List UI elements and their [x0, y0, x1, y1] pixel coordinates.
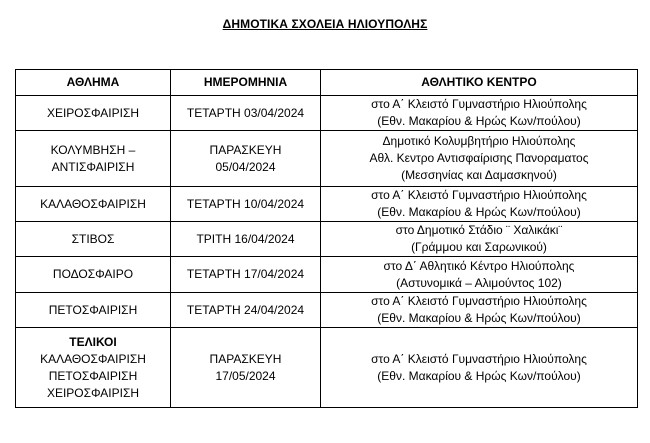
date-cell: [171, 328, 321, 408]
date-line: ΤΕΤΑΡΤΗ 10/04/2024: [186, 196, 305, 211]
table-row: [16, 96, 638, 131]
table-row: [16, 257, 638, 293]
sport-line: ΠΟΔΟΣΦΑΙΡΟ: [52, 267, 134, 281]
schedule-table: [15, 69, 638, 408]
center-line: Δημοτικό Κολυμβητήριο Ηλιούπολης: [382, 134, 576, 148]
table-row: [16, 293, 638, 328]
date-cell: [171, 293, 321, 328]
sport-line: ΠΕΤΟΣΦΑΙΡΙΣΗ: [48, 368, 138, 383]
center-line: (Εθν. Μακαρίου & Ηρώς Κων/πούλου): [377, 114, 581, 128]
table-header-row: [16, 70, 638, 96]
table-row: [16, 328, 638, 408]
center-cell: [321, 131, 638, 187]
sport-cell: [16, 131, 171, 187]
date-line: 17/05/2024: [215, 368, 276, 383]
center-cell: [321, 257, 638, 293]
sport-line: ΚΑΛΑΘΟΣΦΑΙΡΙΣΗ: [40, 196, 146, 211]
date-line: ΤΕΤΑΡΤΗ 17/04/2024: [186, 267, 305, 281]
center-cell: [321, 328, 638, 408]
date-line: ΠΑΡΑΣΚΕΥΗ: [209, 351, 282, 366]
center-cell: [321, 222, 638, 257]
document-title: ΔΗΜΟΤΙΚΑ ΣΧΟΛΕΙΑ ΗΛΙΟΥΠΟΛΗΣ: [222, 17, 428, 31]
center-line: στο Α΄ Κλειστό Γυμναστήριο Ηλιούπολης: [371, 351, 587, 366]
sport-line: ΠΕΤΟΣΦΑΙΡΙΣΗ: [48, 302, 138, 317]
center-line: Αθλ. Κεντρο Αντισφαίρισης Πανοραματος: [369, 151, 589, 165]
center-line: στο Δ΄ Αθλητικό Κέντρο Ηλιούπολης: [383, 258, 575, 273]
table-row: [16, 131, 638, 187]
header-center: ΑΘΛΗΤΙΚΟ ΚΕΝΤΡΟ: [321, 70, 638, 96]
sport-line: ΧΕΙΡΟΣΦΑΙΡΙΣΗ: [46, 385, 140, 400]
center-line: (Εθν. Μακαρίου & Ηρώς Κων/πούλου): [377, 368, 581, 383]
center-line: στο Α΄ Κλειστό Γυμναστήριο Ηλιούπολης: [371, 294, 587, 308]
sport-cell: [16, 257, 171, 293]
sport-cell: [16, 293, 171, 328]
sport-line: ΧΕΙΡΟΣΦΑΙΡΙΣΗ: [46, 105, 140, 120]
center-line: (Εθν. Μακαρίου & Ηρώς Κων/πούλου): [377, 205, 581, 219]
date-cell: [171, 257, 321, 293]
center-line: (Εθν. Μακαρίου & Ηρώς Κων/πούλου): [377, 311, 581, 325]
center-line: στο Α΄ Κλειστό Γυμναστήριο Ηλιούπολης: [371, 97, 587, 111]
header-sport: ΑΘΛΗΜΑ: [16, 70, 171, 96]
sport-line-finals: ΤΕΛΙΚΟΙ: [69, 334, 117, 349]
date-line: ΤΕΤΑΡΤΗ 24/04/2024: [186, 302, 305, 317]
table-row: [16, 222, 638, 257]
header-date: ΗΜΕΡΟΜΗΝΙΑ: [171, 70, 321, 96]
date-line: ΠΑΡΑΣΚΕΥΗ: [209, 142, 282, 157]
center-cell: [321, 187, 638, 222]
date-line: 05/04/2024: [215, 159, 276, 174]
date-cell: [171, 222, 321, 257]
center-line: (Αστυνομικά – Αλιμούντος 102): [396, 275, 562, 290]
center-line: (Γράμμου και Σαρωνικού): [411, 240, 547, 254]
date-cell: [171, 187, 321, 222]
center-line: στο Α΄ Κλειστό Γυμναστήριο Ηλιούπολης: [371, 188, 587, 202]
table-row: [16, 187, 638, 222]
sport-cell: [16, 328, 171, 408]
sport-cell: [16, 96, 171, 131]
date-line: ΤΕΤΑΡΤΗ 03/04/2024: [186, 105, 305, 120]
sport-line: ΑΝΤΙΣΦΑΙΡΙΣΗ: [51, 159, 135, 174]
center-cell: [321, 96, 638, 131]
sport-line: ΚΑΛΑΘΟΣΦΑΙΡΙΣΗ: [40, 351, 146, 366]
date-cell: [171, 131, 321, 187]
center-line: (Μεσσηνίας και Δαμασκηνού): [401, 168, 557, 182]
date-line: ΤΡΙΤΗ 16/04/2024: [196, 231, 295, 246]
sport-line: ΣΤΙΒΟΣ: [71, 231, 115, 246]
sport-cell: [16, 222, 171, 257]
sport-cell: [16, 187, 171, 222]
center-cell: [321, 293, 638, 328]
center-line: στο Δημοτικό Στάδιο ¨ Χαλικάκι¨: [395, 223, 563, 237]
date-cell: [171, 96, 321, 131]
sport-line: ΚΟΛΥΜΒΗΣΗ –: [50, 142, 136, 157]
